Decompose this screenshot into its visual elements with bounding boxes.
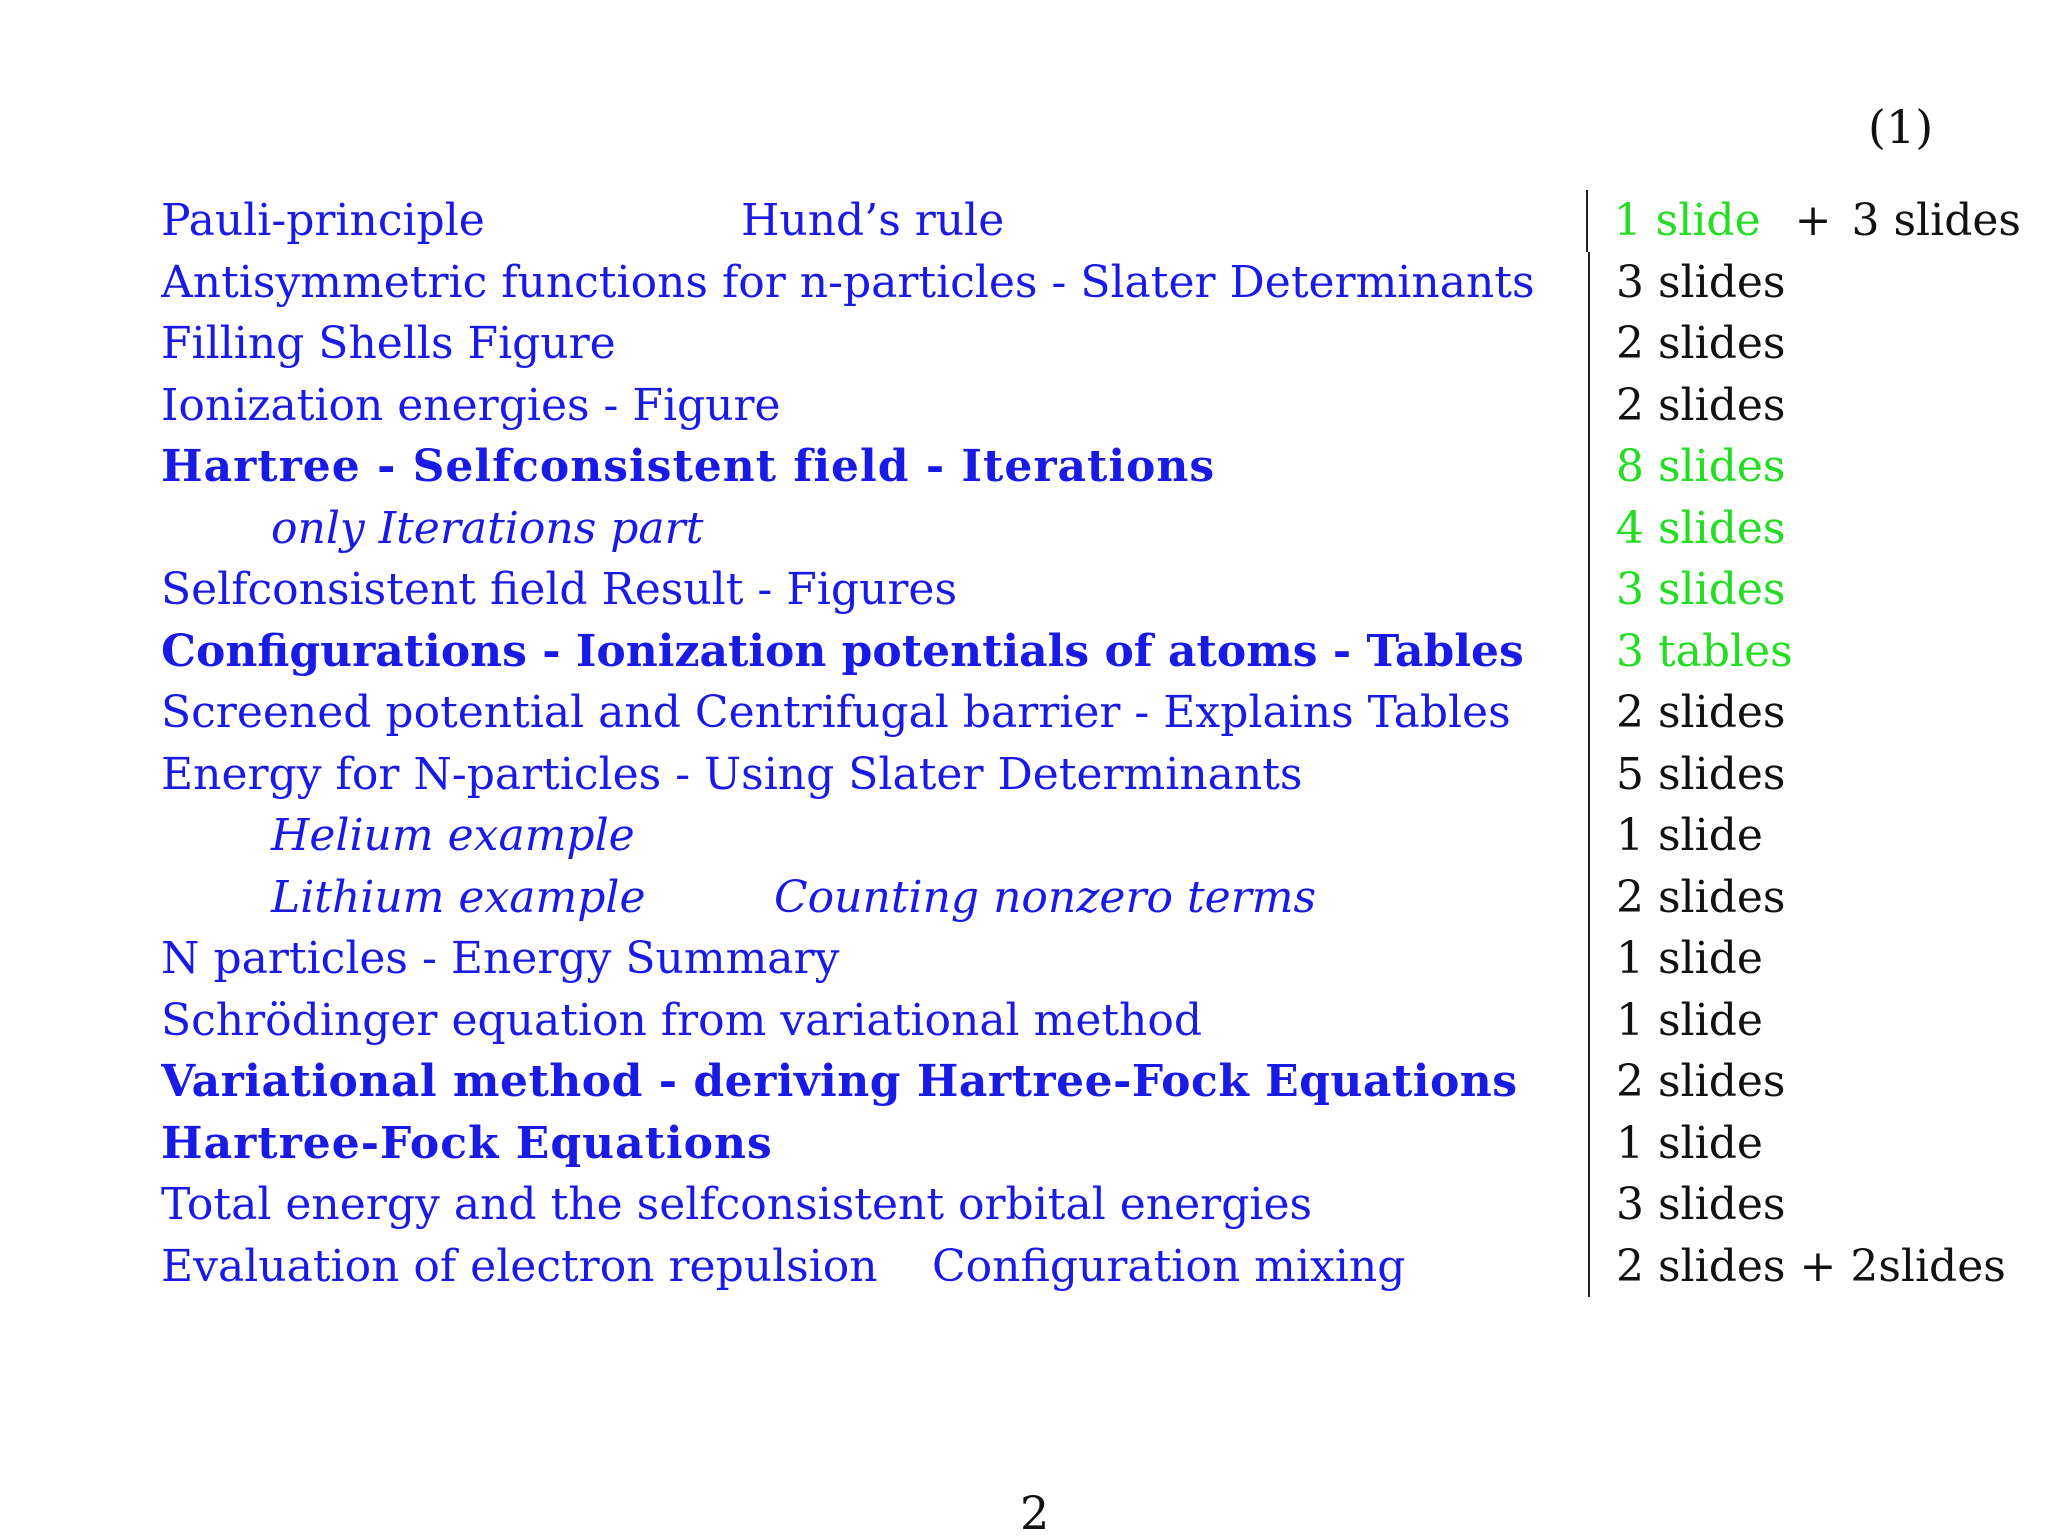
topic-cell [161, 559, 1588, 621]
count-text: 2 slides [1616, 318, 1786, 370]
topic-table [161, 190, 2021, 1297]
count-cell [1588, 436, 1786, 498]
count-cell [1588, 252, 1786, 314]
count-cell [1588, 1236, 2006, 1298]
count-secondary-text: 3 slides [1851, 195, 2021, 247]
topic-cell [161, 1113, 1588, 1175]
count-text: 4 slides [1616, 502, 1786, 554]
topic-cell [161, 1236, 1588, 1298]
count-text: 3 slides [1616, 1179, 1786, 1231]
count-text: 2 slides [1616, 687, 1786, 739]
topic-cell [161, 805, 1588, 867]
topic-text: Schrödinger equation from variational method [161, 994, 1203, 1046]
topic-text: Selfconsistent field Result - Figures [161, 564, 958, 615]
count-cell [1588, 559, 1786, 621]
topic-cell [161, 375, 1588, 437]
topic-cell [161, 682, 1588, 744]
topic-cell [161, 436, 1588, 498]
topic-text: Screened potential and Centrifugal barrier - Explains Tables [161, 687, 1511, 738]
table-row [161, 1113, 2021, 1175]
count-cell [1588, 375, 1786, 437]
table-row [161, 867, 2021, 929]
count-cell [1588, 621, 1793, 683]
table-row [161, 313, 2021, 375]
count-text: 2 slides + 2slides [1616, 1240, 2006, 1292]
topic-cell [161, 498, 1588, 560]
count-cell [1588, 744, 1786, 806]
topic-cell [161, 1051, 1588, 1113]
topic-cell [161, 313, 1588, 375]
table-row [161, 559, 2021, 621]
topic-text: Hartree - Selfconsistent field - Iterations [161, 441, 1216, 492]
count-text: 1 slide [1613, 195, 1761, 247]
count-cell [1588, 990, 1763, 1052]
topic-text: N particles - Energy Summary [161, 933, 840, 984]
table-row [161, 621, 2021, 683]
topic-text: Pauli-principle [161, 195, 485, 246]
count-text: 2 slides [1616, 379, 1786, 431]
count-text: 8 slides [1616, 441, 1786, 493]
count-cell [1588, 498, 1786, 560]
topic-text: Hartree-Fock Equations [161, 1117, 773, 1169]
topic-cell [161, 252, 1588, 314]
topic-cell [161, 621, 1588, 683]
count-cell [1588, 1051, 1786, 1113]
table-row [161, 1051, 2021, 1113]
topic-text: only Iterations part [271, 502, 704, 554]
table-row [161, 744, 2021, 806]
table-row [161, 252, 2021, 314]
table-row [161, 1236, 2021, 1298]
topic-text: Ionization energies - Figure [161, 379, 781, 431]
count-text: 1 slide [1616, 933, 1763, 985]
topic-secondary-text: Configuration mixing [932, 1240, 1406, 1292]
topic-cell [161, 744, 1588, 806]
count-text: 1 slide [1616, 994, 1763, 1046]
table-row [161, 928, 2021, 990]
table-row [161, 436, 2021, 498]
count-cell [1588, 1113, 1763, 1175]
equation-number: (1) [1868, 100, 1934, 154]
count-cell [1588, 805, 1763, 867]
topic-text: Total energy and the selfconsistent orbital energies [161, 1179, 1313, 1230]
table-row [161, 190, 2021, 252]
count-cell [1588, 682, 1786, 744]
topic-text: Lithium example [271, 871, 646, 923]
topic-cell [161, 990, 1588, 1052]
count-text: 3 slides [1616, 564, 1786, 616]
count-text: 2 slides [1616, 871, 1786, 923]
page-number: 2 [1020, 1486, 1050, 1540]
count-cell [1588, 313, 1786, 375]
count-text: 3 slides [1616, 256, 1786, 308]
count-text: 1 slide [1616, 1117, 1763, 1169]
topic-secondary-text: Counting nonzero terms [774, 871, 1317, 923]
count-text: 1 slide [1616, 810, 1763, 862]
topic-cell [161, 190, 1586, 252]
count-cell [1586, 190, 2021, 252]
topic-text: Configurations - Ionization potentials of atoms - Tables [161, 625, 1524, 677]
count-cell [1588, 1174, 1786, 1236]
topic-text: Energy for N-particles - Using Slater Determinants [161, 748, 1303, 800]
topic-secondary-text: Hund’s rule [741, 195, 1005, 246]
count-cell [1588, 928, 1763, 990]
topic-text: Antisymmetric functions for n-particles - Slater Determinants [161, 256, 1535, 308]
count-cell [1588, 867, 1786, 929]
topic-text: Variational method - deriving Hartree-Fock Equations [161, 1056, 1518, 1107]
topic-cell [161, 928, 1588, 990]
table-row [161, 682, 2021, 744]
topic-text: Helium example [271, 810, 635, 861]
count-text: 2 slides [1616, 1056, 1786, 1108]
topic-text: Evaluation of electron repulsion [161, 1240, 878, 1292]
table-row [161, 498, 2021, 560]
table-row [161, 1174, 2021, 1236]
count-text: 5 slides [1616, 748, 1786, 800]
topic-text: Filling Shells Figure [161, 318, 616, 369]
topic-cell [161, 1174, 1588, 1236]
plus-sign: + [1794, 195, 1832, 247]
count-text: 3 tables [1616, 625, 1793, 677]
table-row [161, 375, 2021, 437]
table-row [161, 805, 2021, 867]
topic-cell [161, 867, 1588, 929]
table-row [161, 990, 2021, 1052]
